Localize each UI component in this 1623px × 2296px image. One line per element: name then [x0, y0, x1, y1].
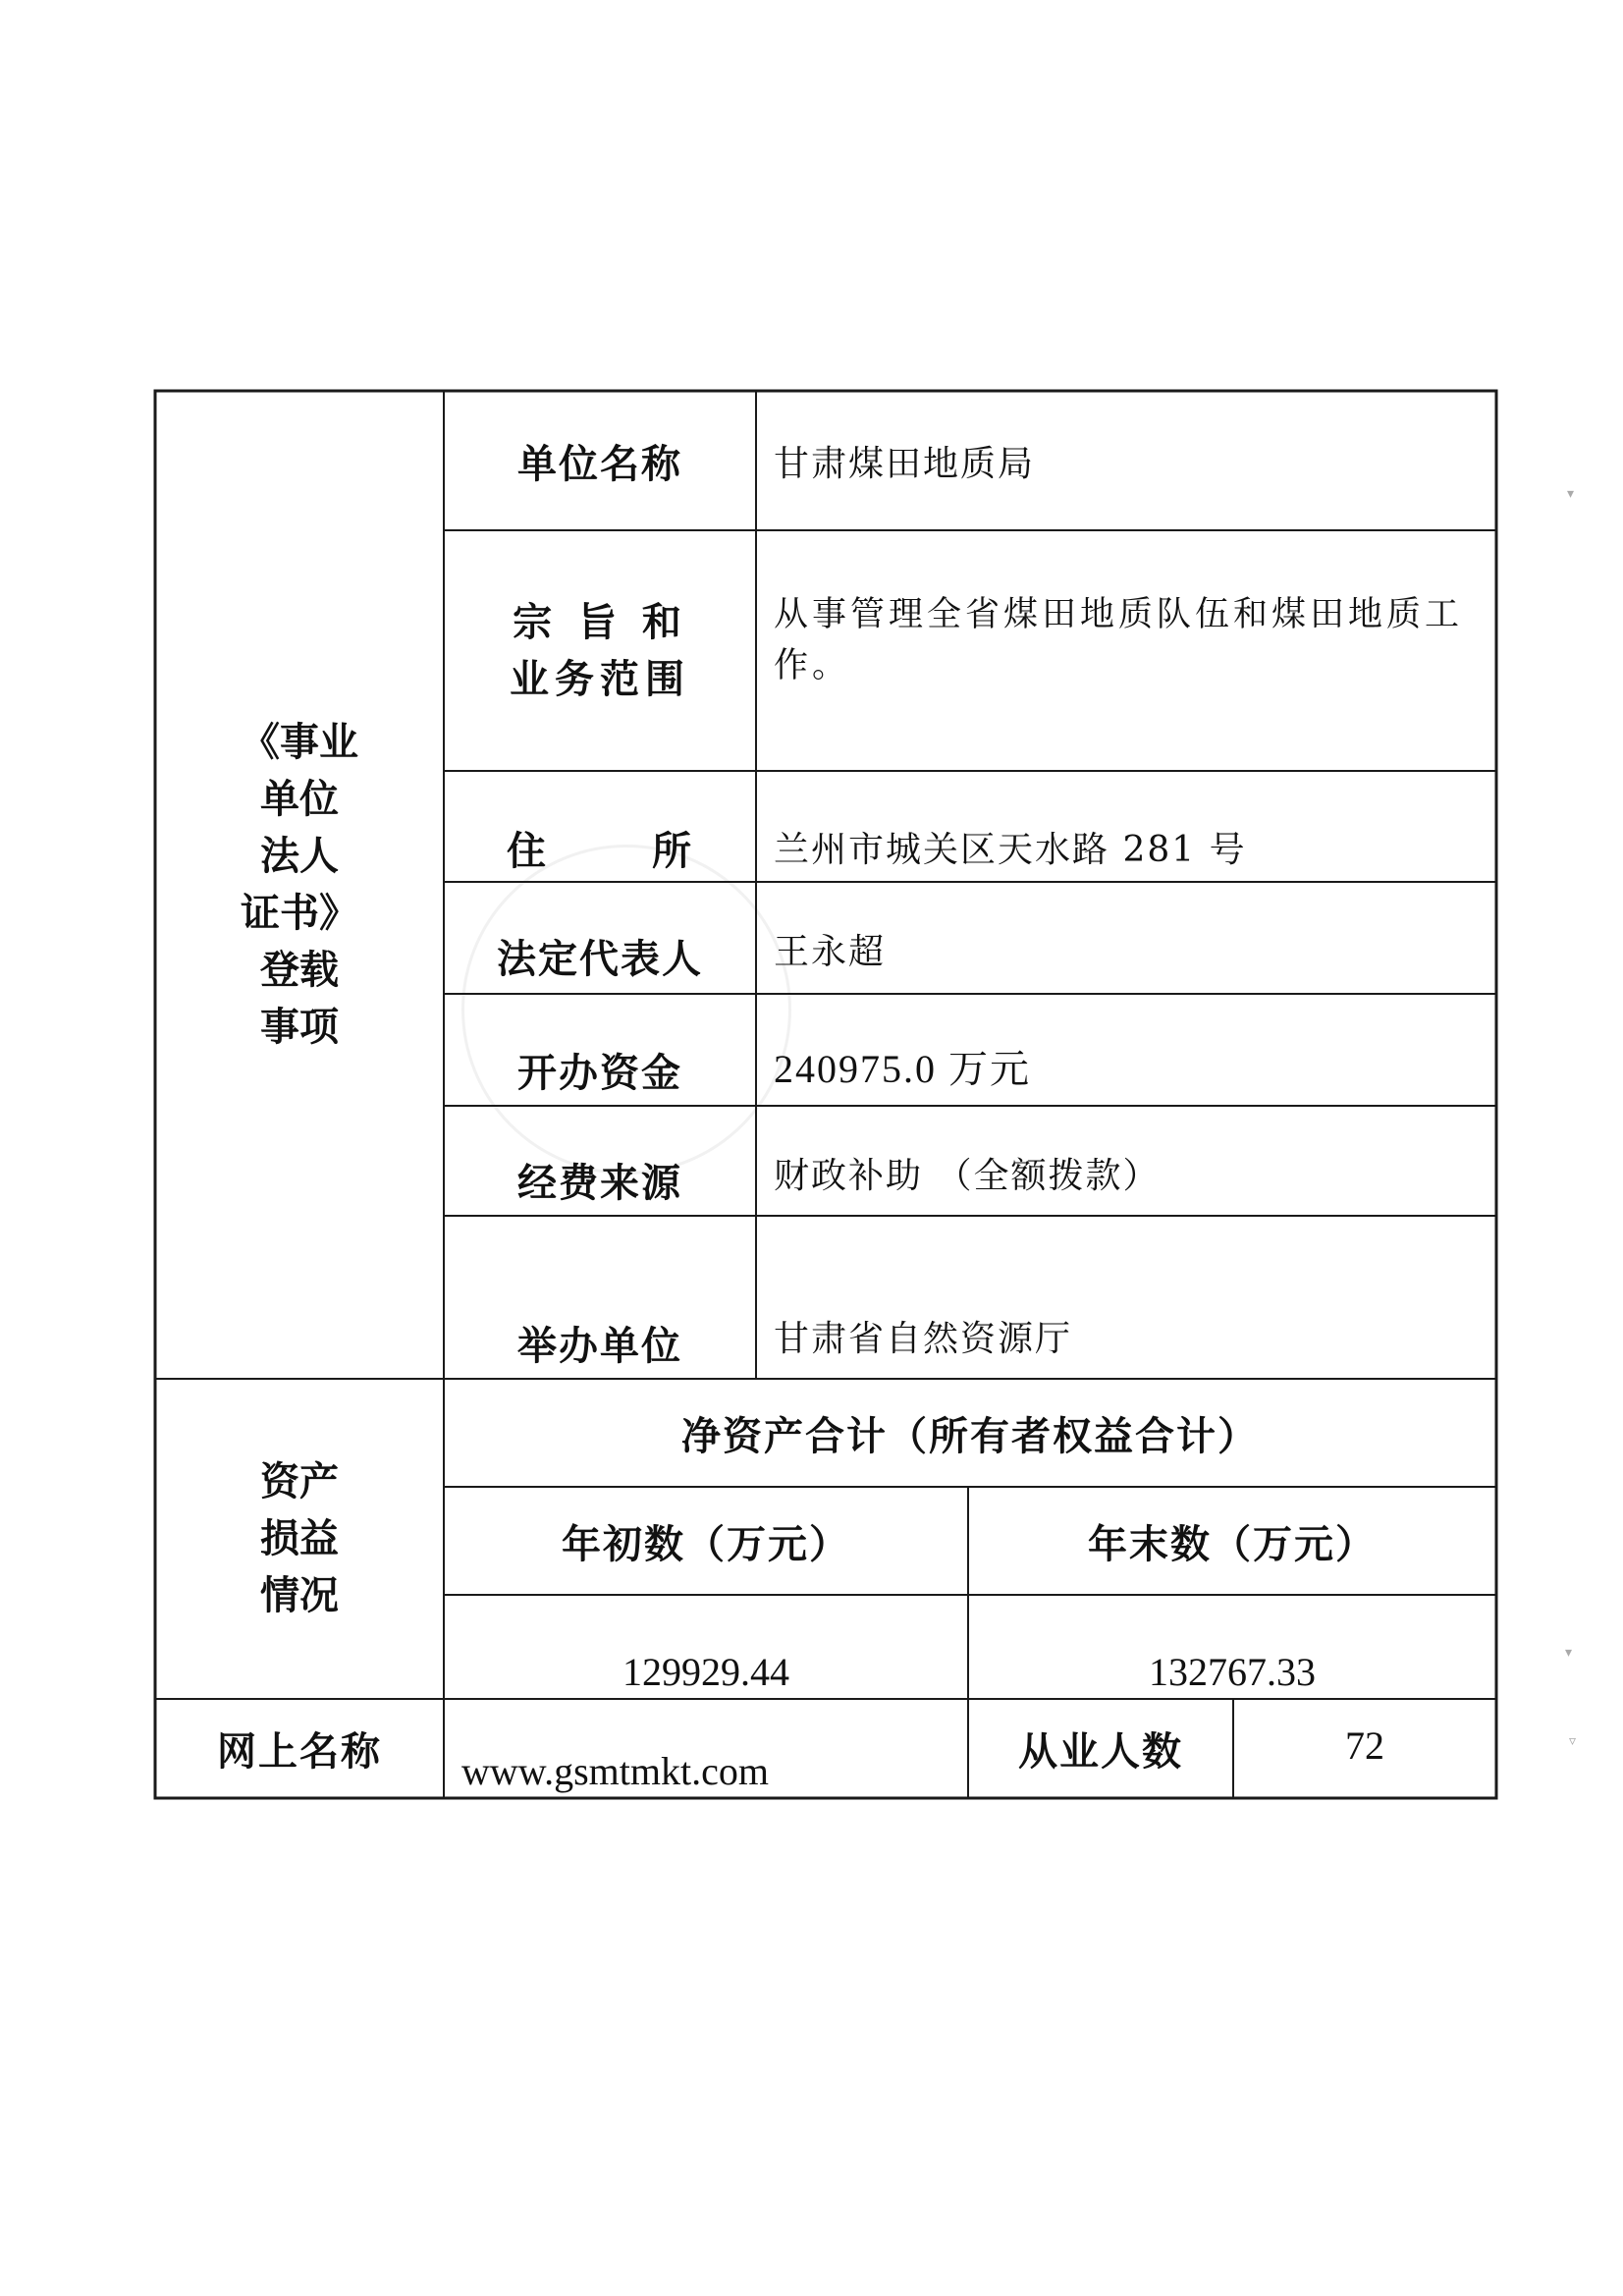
address-label: 住 所 [507, 829, 693, 874]
funding-source-label: 经费来源 [517, 1161, 682, 1206]
legal-representative-value: 王永超 [774, 932, 887, 972]
ending-balance-value: 132767.33 [1149, 1650, 1316, 1694]
legal-representative-label: 法定代表人 [497, 937, 703, 982]
capital-label: 开办资金 [517, 1051, 682, 1096]
scan-mark: ▾ [1567, 486, 1575, 502]
scan-mark: ▿ [1569, 1733, 1577, 1749]
ending-balance-label: 年末数（万元） [1088, 1521, 1377, 1567]
beginning-balance-value: 129929.44 [622, 1650, 789, 1694]
staff-count-label: 从业人数 [1018, 1729, 1183, 1775]
capital-value: 240975.0 万元 [774, 1047, 1031, 1091]
staff-count-value: 72 [1345, 1723, 1384, 1768]
sponsor-value: 甘肃省自然资源厅 [774, 1319, 1073, 1359]
assets-section-title: 资产 损益 情况 [260, 1459, 339, 1618]
web-name-label: 网上名称 [217, 1729, 382, 1775]
unit-name-value: 甘肃煤田地质局 [774, 443, 1036, 484]
purpose-label: 宗 旨 和 业务范围 [510, 599, 690, 702]
scan-mark: ▾ [1565, 1645, 1573, 1661]
web-name-value[interactable]: www.gsmtmkt.com [461, 1749, 769, 1793]
net-assets-header: 净资产合计（所有者权益合计） [681, 1413, 1259, 1459]
registration-section-title: 《事业 单位 法人 证书》 登载 事项 [241, 720, 358, 1050]
sponsor-label: 举办单位 [517, 1324, 682, 1369]
beginning-balance-label: 年初数（万元） [562, 1521, 850, 1567]
funding-source-value: 财政补助 （全额拨款） [774, 1156, 1161, 1196]
purpose-value: 从事管理全省煤田地质队伍和煤田地质工作。 [774, 595, 1464, 685]
unit-name-label: 单位名称 [517, 441, 682, 487]
address-value: 兰州市城关区天水路 281 号 [774, 830, 1247, 870]
